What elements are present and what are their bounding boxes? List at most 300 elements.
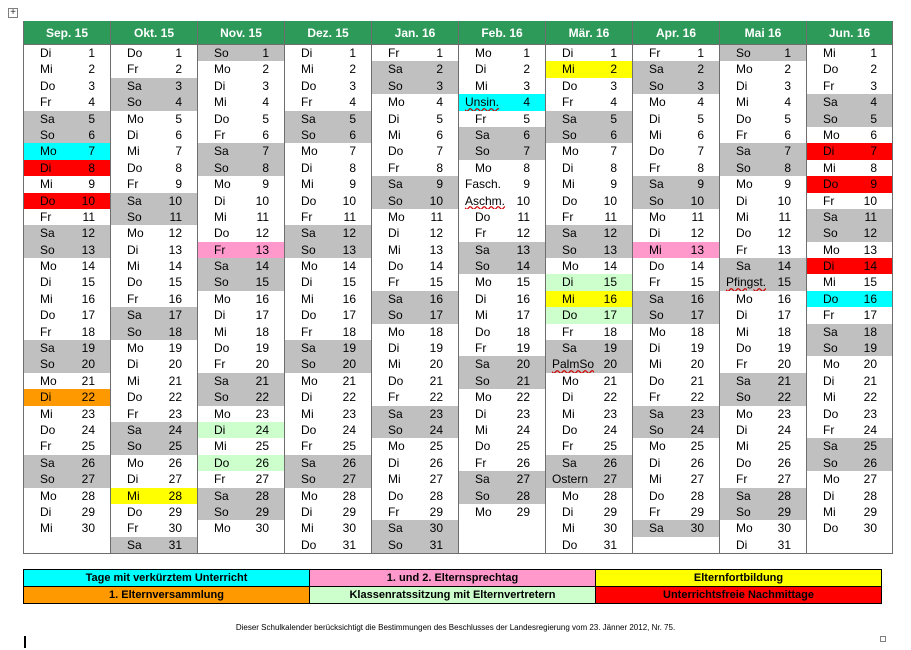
day-number: 28: [342, 488, 356, 503]
weekday-label: Mi: [823, 504, 836, 519]
day-cell: [111, 143, 197, 159]
weekday-label: Do: [562, 422, 578, 437]
weekday-label: So: [736, 390, 751, 405]
day-cell: [198, 94, 284, 110]
weekday-label: Sa: [388, 406, 403, 421]
day-cell: [24, 406, 110, 422]
weekday-label: So: [823, 226, 838, 241]
day-number: 4: [349, 95, 356, 110]
day-cell: [372, 61, 458, 77]
day-cell: [198, 504, 284, 520]
weekday-label: Mi: [736, 209, 749, 224]
day-cell: [633, 193, 719, 209]
day-number: 30: [863, 521, 877, 536]
day-number: 13: [863, 242, 877, 257]
day-number: 29: [429, 504, 443, 519]
day-number: 17: [429, 308, 443, 323]
weekday-label: Fr: [823, 193, 835, 208]
day-cell: [111, 176, 197, 192]
weekday-label: Do: [301, 537, 317, 552]
day-number: 29: [690, 504, 704, 519]
day-cell: [24, 143, 110, 159]
day-cell: [372, 225, 458, 241]
day-cell: [198, 389, 284, 405]
day-number: 9: [88, 177, 95, 192]
day-cell: [807, 143, 892, 159]
weekday-label: Di: [475, 62, 487, 77]
day-number: 14: [255, 259, 269, 274]
day-cell: [111, 356, 197, 372]
weekday-label: Mi: [40, 291, 53, 306]
day-number: 20: [516, 357, 530, 372]
day-number: 18: [863, 324, 877, 339]
day-cell: [111, 488, 197, 504]
day-cell: [285, 258, 371, 274]
weekday-label: Mi: [823, 275, 836, 290]
weekday-label: Mi: [388, 127, 401, 142]
weekday-label: Fr: [475, 226, 487, 241]
day-number: 1: [697, 46, 704, 60]
weekday-label: Mo: [40, 373, 57, 388]
day-cell: [198, 45, 284, 61]
weekday-label: Ostern: [552, 472, 589, 487]
day-number: 29: [863, 504, 877, 519]
weekday-label: Di: [127, 357, 139, 372]
weekday-label: Di: [214, 78, 226, 93]
weekday-label: Do: [40, 193, 56, 208]
weekday-label: Sa: [649, 406, 664, 421]
weekday-label: So: [40, 472, 55, 487]
empty-cell: [459, 537, 545, 553]
weekday-label: Fr: [475, 111, 487, 126]
day-cell: [633, 438, 719, 454]
table-move-handle[interactable]: +: [8, 8, 18, 18]
weekday-label: Di: [40, 46, 52, 60]
day-number: 12: [81, 226, 95, 241]
weekday-label: Sa: [301, 341, 316, 356]
day-number: 8: [436, 160, 443, 175]
day-number: 5: [784, 111, 791, 126]
weekday-label: Di: [823, 259, 835, 274]
day-cell: [111, 209, 197, 225]
weekday-label: Di: [649, 111, 661, 126]
day-number: 27: [863, 472, 877, 487]
weekday-label: Mi: [736, 324, 749, 339]
day-cell: [633, 488, 719, 504]
weekday-label: Di: [301, 275, 313, 290]
day-number: 22: [81, 390, 95, 405]
month-days: [807, 45, 892, 554]
day-cell: [807, 504, 892, 520]
weekday-label: So: [649, 78, 664, 93]
day-cell: [285, 209, 371, 225]
weekday-label: Mi: [127, 488, 140, 503]
weekday-label: So: [823, 341, 838, 356]
day-number: 7: [349, 144, 356, 159]
column-bottom-border: [459, 553, 545, 554]
weekday-label: Mo: [388, 439, 405, 454]
weekday-label: Mi: [388, 242, 401, 257]
weekday-label: Di: [562, 46, 574, 60]
day-number: 22: [255, 390, 269, 405]
day-cell: [372, 471, 458, 487]
column-bottom-border: [111, 553, 197, 554]
day-number: 2: [784, 62, 791, 77]
weekday-label: Do: [214, 455, 230, 470]
weekday-label: Mi: [562, 521, 575, 536]
day-cell: [372, 307, 458, 323]
weekday-label: So: [301, 357, 316, 372]
day-number: 4: [697, 95, 704, 110]
weekday-label: Mo: [562, 259, 579, 274]
day-cell: [807, 307, 892, 323]
day-number: 7: [262, 144, 269, 159]
day-number: 28: [603, 488, 617, 503]
weekday-label: Sa: [301, 455, 316, 470]
day-number: 1: [175, 46, 182, 60]
weekday-label: Di: [649, 226, 661, 241]
weekday-label: Di: [127, 242, 139, 257]
day-number: 11: [82, 209, 95, 224]
day-cell: [633, 176, 719, 192]
weekday-label: Mo: [736, 177, 753, 192]
day-number: 7: [523, 144, 530, 159]
weekday-label: Do: [736, 341, 752, 356]
day-cell: [285, 438, 371, 454]
day-cell: [720, 45, 806, 61]
weekday-label: Mi: [301, 521, 314, 536]
day-cell: [111, 127, 197, 143]
day-cell: [198, 176, 284, 192]
weekday-label: Do: [823, 406, 839, 421]
day-cell: [720, 242, 806, 258]
day-cell: [546, 209, 632, 225]
day-cell: [198, 520, 284, 536]
day-cell: [720, 127, 806, 143]
day-cell: [24, 389, 110, 405]
day-number: 28: [81, 488, 95, 503]
day-number: 20: [168, 357, 182, 372]
weekday-label: Mo: [127, 226, 144, 241]
day-number: 27: [603, 472, 617, 487]
day-cell: [198, 356, 284, 372]
weekday-label: Mi: [127, 144, 140, 159]
weekday-label: So: [127, 439, 142, 454]
weekday-label: Di: [127, 472, 139, 487]
day-number: 28: [863, 488, 877, 503]
day-cell: [111, 242, 197, 258]
day-number: 27: [342, 472, 356, 487]
day-number: 19: [863, 341, 877, 356]
day-number: 7: [784, 144, 791, 159]
day-cell: [633, 225, 719, 241]
day-number: 29: [255, 504, 269, 519]
weekday-label: Mo: [736, 62, 753, 77]
weekday-label: Do: [127, 504, 143, 519]
day-number: 3: [523, 78, 530, 93]
weekday-label: So: [214, 275, 229, 290]
day-cell: [372, 127, 458, 143]
weekday-label: So: [301, 242, 316, 257]
day-number: 24: [603, 422, 617, 437]
day-number: 19: [603, 341, 617, 356]
weekday-label: Mi: [127, 373, 140, 388]
weekday-label: So: [214, 390, 229, 405]
day-number: 10: [429, 193, 443, 208]
day-number: 12: [777, 226, 791, 241]
day-cell: [111, 340, 197, 356]
day-cell: [720, 438, 806, 454]
weekday-label: Mi: [649, 357, 662, 372]
weekday-label: So: [562, 127, 577, 142]
weekday-label: Fr: [736, 357, 748, 372]
day-number: 25: [168, 439, 182, 454]
month-column: [24, 21, 111, 554]
day-number: 7: [870, 144, 877, 159]
day-cell: [807, 291, 892, 307]
weekday-label: Do: [562, 537, 578, 552]
day-number: 9: [784, 177, 791, 192]
day-number: 24: [255, 422, 269, 437]
day-number: 23: [863, 406, 877, 421]
weekday-label: Do: [388, 259, 404, 274]
weekday-label: Mi: [649, 127, 662, 142]
day-cell: [546, 160, 632, 176]
weekday-label: Mo: [823, 357, 840, 372]
weekday-label: Di: [475, 291, 487, 306]
day-cell: [546, 258, 632, 274]
day-number: 26: [516, 455, 530, 470]
weekday-label: So: [301, 127, 316, 142]
day-cell: [372, 422, 458, 438]
day-cell: [459, 127, 545, 143]
weekday-label: Mo: [214, 406, 231, 421]
day-number: 2: [436, 62, 443, 77]
day-number: 25: [690, 439, 704, 454]
weekday-label: Fr: [475, 455, 487, 470]
day-number: 8: [784, 160, 791, 175]
day-cell: [285, 111, 371, 127]
day-number: 16: [690, 291, 704, 306]
legend-item: Klassenratssitzung mit Elternvertretern: [310, 587, 596, 604]
day-cell: [198, 242, 284, 258]
month-days: [372, 45, 458, 554]
weekday-label: Di: [301, 504, 313, 519]
day-number: 13: [777, 242, 791, 257]
weekday-label: Di: [388, 341, 400, 356]
month-header: Jun. 16: [807, 21, 892, 45]
weekday-label: Mo: [388, 324, 405, 339]
day-number: 15: [777, 275, 791, 290]
day-number: 11: [343, 209, 356, 224]
weekday-label: Fr: [40, 324, 52, 339]
day-number: 26: [168, 455, 182, 470]
day-number: 5: [88, 111, 95, 126]
weekday-label: Sa: [127, 308, 142, 323]
weekday-label: Do: [40, 308, 56, 323]
weekday-label: Do: [736, 111, 752, 126]
day-cell: [372, 389, 458, 405]
weekday-label: Do: [562, 193, 578, 208]
day-cell: [807, 111, 892, 127]
day-number: 15: [255, 275, 269, 290]
weekday-label: Fr: [40, 95, 52, 110]
weekday-label: So: [40, 242, 55, 257]
day-number: 15: [603, 275, 617, 290]
day-number: 12: [168, 226, 182, 241]
day-cell: [372, 356, 458, 372]
day-cell: [24, 520, 110, 536]
day-number: 13: [429, 242, 443, 257]
day-number: 13: [81, 242, 95, 257]
day-cell: [807, 471, 892, 487]
day-cell: [24, 242, 110, 258]
month-header: Jan. 16: [372, 21, 458, 45]
day-number: 25: [516, 439, 530, 454]
weekday-label: Mo: [649, 95, 666, 110]
day-cell: [807, 274, 892, 290]
day-cell: [546, 242, 632, 258]
day-number: 11: [604, 209, 617, 224]
day-cell: [807, 488, 892, 504]
day-number: 9: [349, 177, 356, 192]
weekday-label: Di: [475, 406, 487, 421]
day-number: 16: [255, 291, 269, 306]
day-cell: [720, 307, 806, 323]
day-cell: [633, 307, 719, 323]
weekday-label: Do: [562, 78, 578, 93]
weekday-label: Di: [823, 144, 835, 159]
weekday-label: So: [388, 422, 403, 437]
day-cell: [198, 78, 284, 94]
weekday-label: Fr: [562, 209, 574, 224]
weekday-label: Di: [736, 78, 748, 93]
day-number: 19: [516, 341, 530, 356]
weekday-label: Mi: [736, 439, 749, 454]
day-number: 23: [603, 406, 617, 421]
month-column: [372, 21, 459, 554]
weekday-label: Di: [40, 160, 52, 175]
day-cell: [546, 471, 632, 487]
weekday-label: So: [40, 357, 55, 372]
footnote: Dieser Schulkalender berücksichtigt die Bestimmungen des Beschlusses der Landesregierung vom 23. Jänner 2012, Nr. 75.: [235, 623, 676, 632]
day-cell: [24, 471, 110, 487]
day-cell: [807, 176, 892, 192]
day-number: 20: [255, 357, 269, 372]
day-cell: [546, 127, 632, 143]
weekday-label: So: [475, 488, 490, 503]
day-number: 18: [342, 324, 356, 339]
weekday-label: Sa: [736, 144, 751, 159]
day-cell: [111, 373, 197, 389]
weekday-label: So: [40, 127, 55, 142]
day-number: 23: [342, 406, 356, 421]
weekday-label: Fr: [127, 62, 139, 77]
day-number: 11: [430, 209, 443, 224]
day-number: 22: [603, 390, 617, 405]
day-number: 13: [603, 242, 617, 257]
weekday-label: Mo: [475, 275, 492, 290]
day-cell: [459, 438, 545, 454]
month-days: [459, 45, 545, 554]
weekday-label: Sa: [475, 472, 490, 487]
day-number: 11: [864, 209, 877, 224]
day-number: 16: [863, 291, 877, 306]
weekday-label: Sa: [127, 422, 142, 437]
weekday-label: Mi: [562, 177, 575, 192]
day-cell: [24, 209, 110, 225]
day-number: 26: [603, 455, 617, 470]
weekday-label: Mo: [823, 472, 840, 487]
day-cell: [198, 291, 284, 307]
day-number: 4: [175, 95, 182, 110]
day-number: 23: [429, 406, 443, 421]
day-number: 23: [690, 406, 704, 421]
day-cell: [285, 389, 371, 405]
weekday-label: Do: [301, 193, 317, 208]
day-cell: [459, 373, 545, 389]
weekday-label: Mo: [562, 488, 579, 503]
day-number: 8: [175, 160, 182, 175]
day-cell: [720, 520, 806, 536]
weekday-label: Di: [736, 537, 748, 552]
weekday-label: Do: [475, 439, 491, 454]
day-cell: [633, 356, 719, 372]
day-cell: [546, 537, 632, 553]
table-resize-handle[interactable]: [880, 636, 886, 642]
day-cell: [546, 143, 632, 159]
day-cell: [720, 209, 806, 225]
day-number: 1: [88, 46, 95, 60]
weekday-label: Di: [214, 422, 226, 437]
day-number: 21: [429, 373, 443, 388]
day-cell: [24, 438, 110, 454]
day-cell: [720, 504, 806, 520]
weekday-label: Fr: [823, 78, 835, 93]
weekday-label: Mo: [214, 177, 231, 192]
day-number: 24: [690, 422, 704, 437]
day-cell: [24, 111, 110, 127]
day-cell: [372, 373, 458, 389]
day-number: 20: [342, 357, 356, 372]
weekday-label: So: [475, 259, 490, 274]
day-cell: [459, 307, 545, 323]
day-cell: [633, 160, 719, 176]
day-cell: [459, 225, 545, 241]
day-number: 18: [516, 324, 530, 339]
day-number: 24: [516, 422, 530, 437]
day-cell: [285, 242, 371, 258]
weekday-label: Mi: [562, 62, 575, 77]
column-bottom-border: [720, 553, 806, 554]
day-number: 27: [690, 472, 704, 487]
day-number: 25: [863, 439, 877, 454]
day-cell: [720, 455, 806, 471]
day-cell: [546, 356, 632, 372]
weekday-label: Mo: [562, 144, 579, 159]
day-cell: [720, 537, 806, 553]
day-cell: [633, 209, 719, 225]
day-cell: [633, 94, 719, 110]
day-number: 10: [690, 193, 704, 208]
day-number: 26: [81, 455, 95, 470]
month-header: Dez. 15: [285, 21, 371, 45]
legend-item: 1. und 2. Elternsprechtag: [310, 570, 596, 587]
day-cell: [546, 422, 632, 438]
day-cell: [285, 488, 371, 504]
month-header: Feb. 16: [459, 21, 545, 45]
day-cell: [720, 324, 806, 340]
